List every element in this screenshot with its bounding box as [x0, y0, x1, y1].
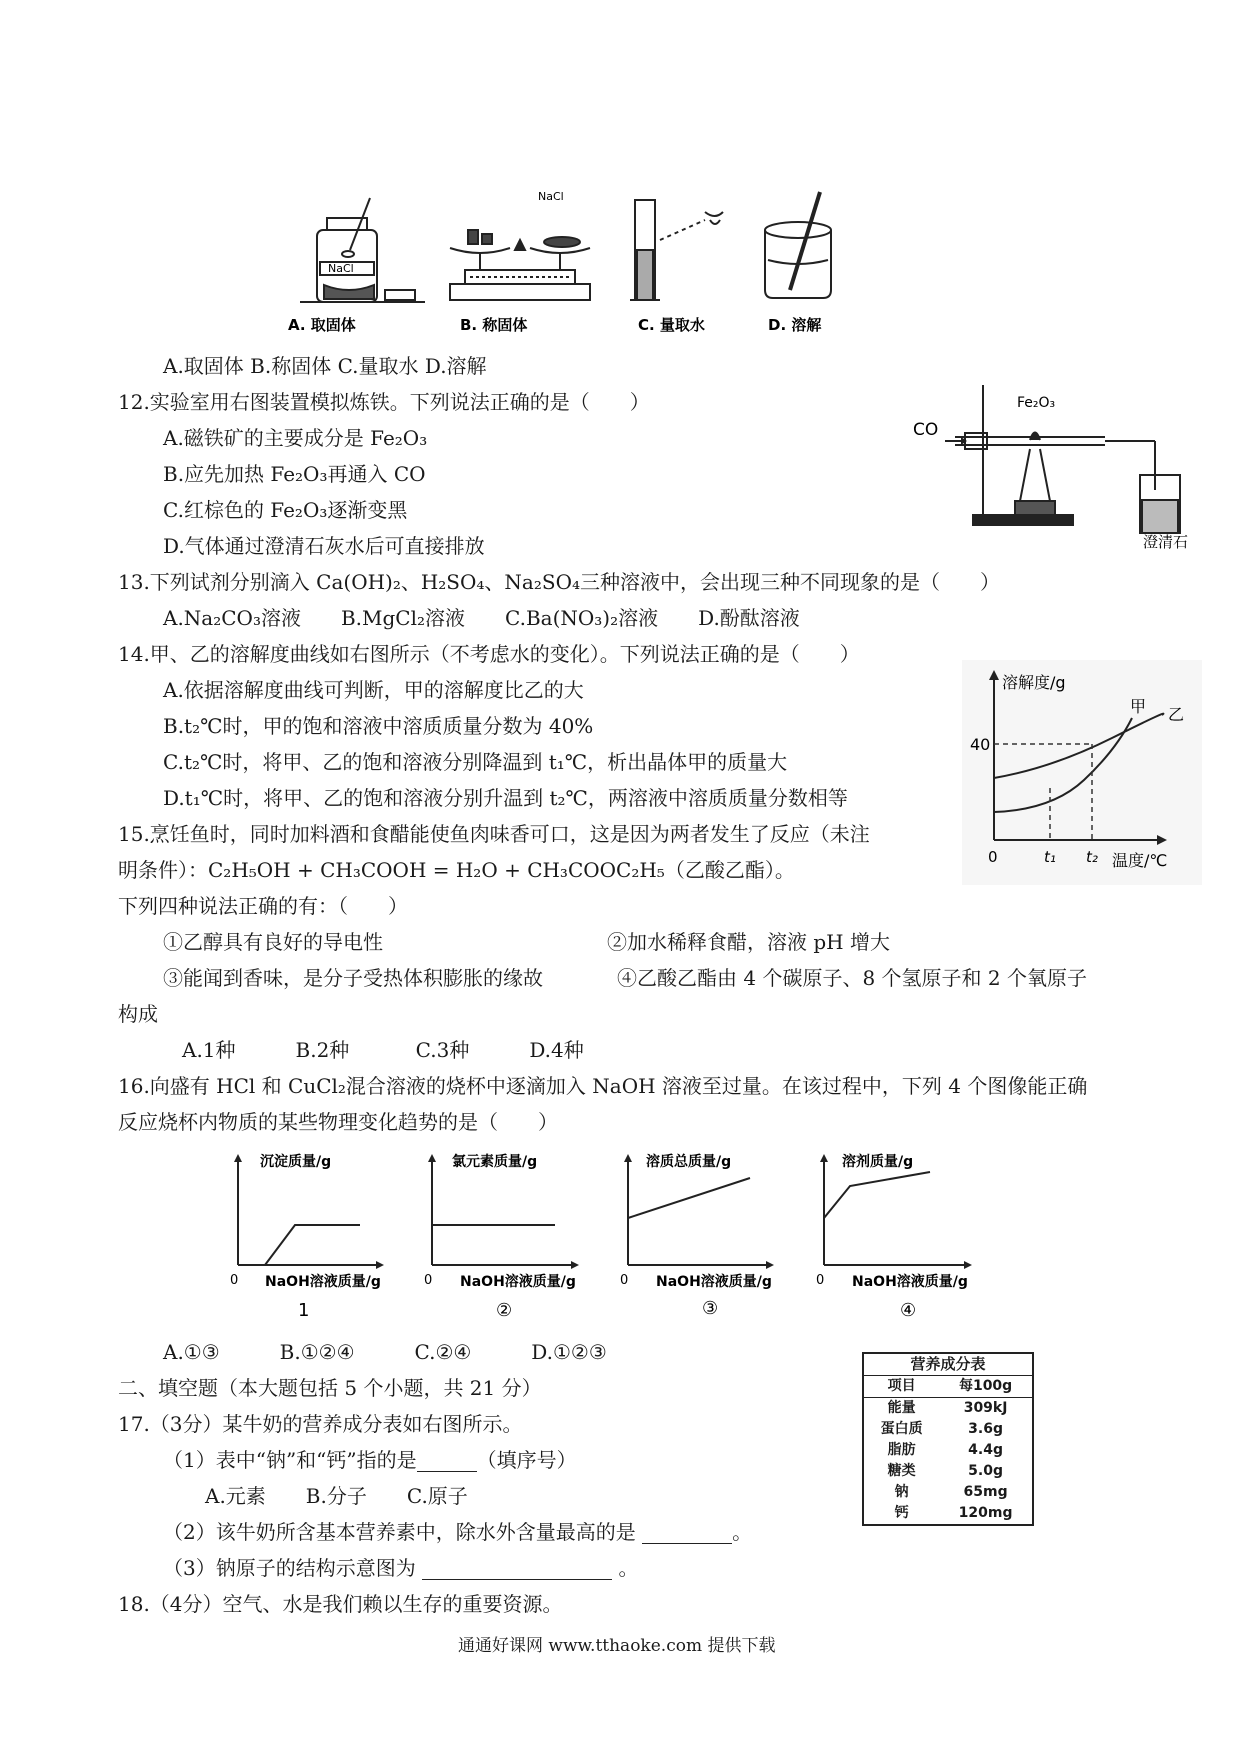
nutrition-row-label: 蛋白质 [880, 1421, 923, 1437]
x-axis-label: 温度/℃ [1112, 851, 1168, 870]
q12-option-b: B.应先加热 Fe₂O₃再通入 CO [163, 462, 426, 486]
jar-label: NaCl [328, 262, 354, 275]
graph2-ylabel: 氯元素质量/g [452, 1154, 538, 1170]
q12-option-c: C.红棕色的 Fe₂O₃逐渐变黑 [163, 498, 408, 522]
nutrition-row-value: 3.6g [968, 1421, 1003, 1437]
balance-figure [450, 230, 590, 300]
nutrition-row-value: 4.4g [968, 1442, 1003, 1458]
q13-options: A.Na₂CO₃溶液 B.MgCl₂溶液 C.Ba(NO₃)₂溶液 D.酚酞溶液 [163, 606, 800, 630]
co-label: CO [913, 420, 939, 440]
origin-label: 0 [988, 848, 998, 866]
graph2-xlabel: NaOH溶液质量/g [460, 1274, 576, 1290]
q17-part1-text: （1）表中“钠”和“钙”指的是 [163, 1448, 417, 1472]
t1-label: t₁ [1044, 848, 1056, 866]
q14-option-d: D.t₁℃时，将甲、乙的饱和溶液分别升温到 t₂℃，两溶液中溶质质量分数相等 [163, 786, 848, 810]
graph4-number: ④ [900, 1300, 917, 1321]
cylinder-figure [630, 200, 723, 300]
graph4-xlabel: NaOH溶液质量/g [852, 1274, 968, 1290]
nutrition-row-label: 脂肪 [887, 1442, 916, 1458]
nutrition-header-item: 项目 [863, 1376, 939, 1398]
q17-part3-text: （3）钠原子的结构示意图为 [163, 1556, 416, 1580]
nutrition-row-label: 能量 [887, 1400, 916, 1416]
q13-stem: 13.下列试剂分别滴入 Ca(OH)₂、H₂SO₄、Na₂SO₄三种溶液中，会出现三种不同现象的是（ ） [118, 570, 1000, 594]
y-tick-40: 40 [970, 735, 991, 754]
q14-option-b: B.t₂℃时，甲的饱和溶液中溶质质量分数为 40% [163, 714, 594, 738]
footer-text[interactable]: 通通好课网 www.tthaoke.com 提供下载 [458, 1636, 776, 1656]
iron-smelting-apparatus [905, 375, 1225, 555]
graph2-zero: 0 [424, 1273, 433, 1288]
caption-d: D. 溶解 [768, 316, 822, 334]
q16-line1: 16.向盛有 HCl 和 CuCl₂混合溶液的烧杯中逐滴加入 NaOH 溶液至过量。在该过程中，下列 4 个图像能正确 [118, 1074, 1088, 1098]
graph1-zero: 0 [230, 1273, 239, 1288]
graph1-xlabel: NaOH溶液质量/g [265, 1274, 381, 1290]
q17-part2-text: （2）该牛奶所含基本营养素中，除水外含量最高的是 [163, 1520, 636, 1544]
q17-part1-options: A.元素 B.分子 C.原子 [205, 1484, 468, 1508]
pan-label: NaCl [538, 190, 564, 203]
caption-b: B. 称固体 [460, 316, 528, 334]
q15-statement-3: ③能闻到香味，是分子受热体积膨胀的缘故 [163, 966, 543, 990]
graph3-ylabel: 溶质总质量/g [646, 1154, 732, 1170]
section2-title: 二、填空题（本大题包括 5 个小题，共 21 分） [118, 1376, 542, 1400]
q17-part1-tail: （填序号） [476, 1448, 577, 1472]
graph1-ylabel: 沉淀质量/g [260, 1154, 332, 1170]
y-axis-label: 溶解度/g [1002, 673, 1066, 692]
q15-statement-1: ①乙醇具有良好的导电性 [163, 930, 383, 954]
nutrition-row-value: 65mg [963, 1484, 1008, 1500]
graph3-xlabel: NaOH溶液质量/g [656, 1274, 772, 1290]
nutrition-row-value: 120mg [958, 1505, 1013, 1521]
q16-line2: 反应烧杯内物质的某些物理变化趋势的是（ ） [118, 1110, 558, 1134]
q12-option-d: D.气体通过澄清石灰水后可直接排放 [163, 534, 485, 558]
q17-stem: 17.（3分）某牛奶的营养成分表如右图所示。 [118, 1412, 523, 1436]
nutrition-title: 营养成分表 [863, 1353, 1033, 1376]
nutrition-header-per100g: 每100g [939, 1376, 1033, 1398]
jar-figure [300, 198, 425, 302]
nutrition-row-label: 糖类 [887, 1463, 916, 1479]
q17-part1 [163, 1448, 577, 1472]
graph4-zero: 0 [816, 1273, 825, 1288]
q12-stem: 12.实验室用右图装置模拟炼铁。下列说法正确的是（ ） [118, 390, 650, 414]
lab-operation-figures [288, 190, 980, 340]
caption-a: A. 取固体 [288, 316, 356, 334]
curve-jia-label: 甲 [1130, 697, 1147, 716]
graph3-zero: 0 [620, 1273, 629, 1288]
nutrition-row-value: 5.0g [968, 1463, 1003, 1479]
q17-part2 [163, 1520, 752, 1544]
q15-line3: 下列四种说法正确的有：（ ） [118, 894, 408, 918]
q16-options: A.①③ B.①②④ C.②④ D.①②③ [163, 1340, 607, 1364]
fe2o3-label: Fe₂O₃ [1017, 395, 1056, 411]
nutrition-table [862, 1352, 1034, 1526]
q15-statement-4-cont: 构成 [118, 1002, 158, 1026]
q18-stem: 18.（4分）空气、水是我们赖以生存的重要资源。 [118, 1592, 563, 1616]
beaker-figure [765, 192, 831, 298]
t2-label: t₂ [1086, 848, 1098, 866]
graph4-ylabel: 溶剂质量/g [842, 1154, 914, 1170]
q17-part3-tail: 。 [618, 1556, 639, 1580]
solubility-curve-figure [962, 660, 1202, 885]
q14-option-c: C.t₂℃时，将甲、乙的饱和溶液分别降温到 t₁℃，析出晶体甲的质量大 [163, 750, 788, 774]
q15-statement-2: ②加水稀释食醋，溶液 pH 增大 [607, 930, 890, 954]
q15-options: A.1种 B.2种 C.3种 D.4种 [182, 1038, 584, 1062]
graph2-number: ② [496, 1300, 513, 1321]
q17-part3-blank[interactable] [422, 1559, 612, 1580]
q15-line2: 明条件）：C₂H₅OH + CH₃COOH = H₂O + CH₃COOC₂H₅（乙酸乙酯）。 [118, 858, 795, 882]
nutrition-row-label: 钠 [894, 1484, 909, 1500]
limewater-label: 澄清石 [1143, 533, 1189, 551]
q14-stem: 14.甲、乙的溶解度曲线如右图所示（不考虑水的变化）。下列说法正确的是（ ） [118, 642, 860, 666]
caption-c: C. 量取水 [638, 316, 705, 334]
nutrition-row-label: 钙 [894, 1505, 909, 1521]
q11-options: A.取固体 B.称固体 C.量取水 D.溶解 [163, 354, 487, 378]
q17-part2-tail: 。 [732, 1520, 753, 1544]
q15-line1: 15.烹饪鱼时，同时加料酒和食醋能使鱼肉味香可口，这是因为两者发生了反应（未注 [118, 822, 870, 846]
q14-option-a: A.依据溶解度曲线可判断，甲的溶解度比乙的大 [163, 678, 584, 702]
q17-part1-blank[interactable] [417, 1451, 477, 1472]
graph1-number: 1 [298, 1300, 310, 1321]
q17-part3 [163, 1556, 638, 1580]
graph3-number: ③ [702, 1298, 719, 1319]
nutrition-row-value: 309kJ [963, 1400, 1008, 1416]
q15-statement-4: ④乙酸乙酯由 4 个碳原子、8 个氢原子和 2 个氧原子 [617, 966, 1087, 990]
curve-yi-label: 乙 [1168, 705, 1185, 724]
q12-option-a: A.磁铁矿的主要成分是 Fe₂O₃ [163, 426, 428, 450]
q16-graphs [220, 1140, 1000, 1320]
q17-part2-blank[interactable] [642, 1523, 732, 1544]
